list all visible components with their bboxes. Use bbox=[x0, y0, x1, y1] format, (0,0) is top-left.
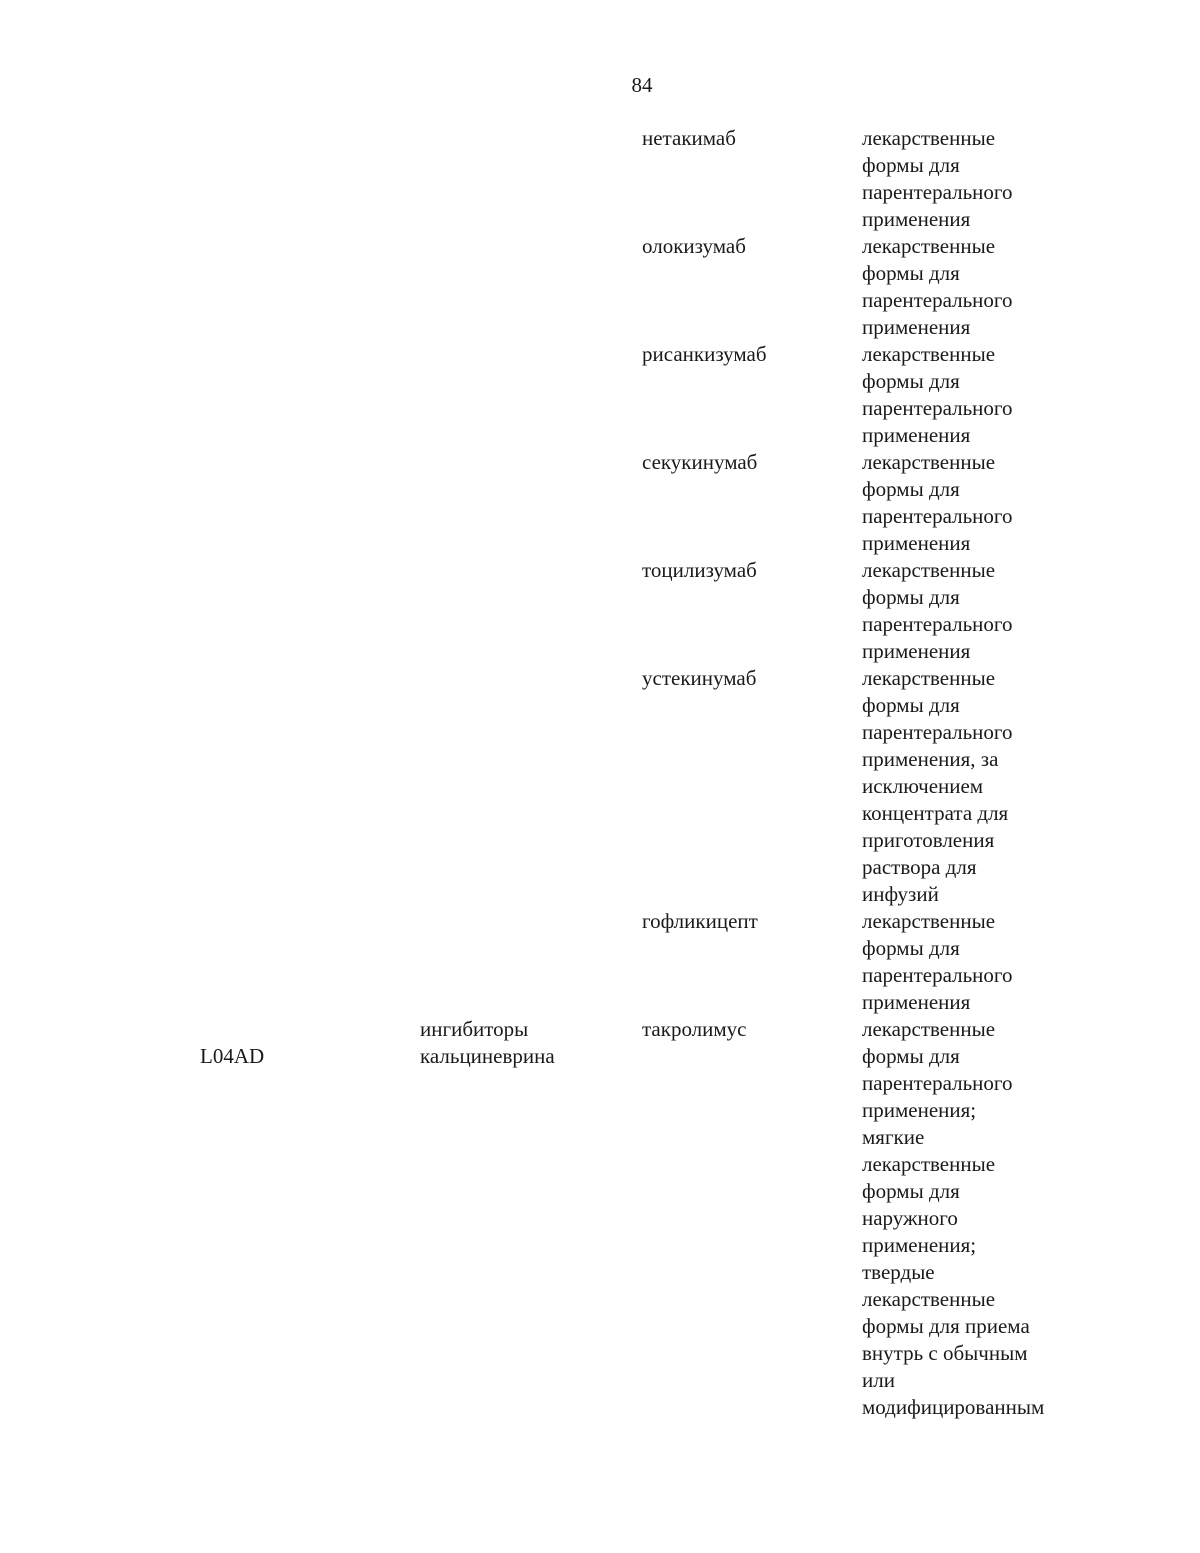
drug-group: ингибиторы кальциневрина bbox=[420, 1017, 555, 1068]
dosage-form: лекарственные формы для парентерального применения; мягкие лекарственные формы для наружного применения; твердые лекарственные формы для приема внутрь с обычным или модифицированным bbox=[862, 1017, 1045, 1419]
atc-code: L04AD bbox=[200, 1044, 265, 1068]
drug-table bbox=[0, 125, 1200, 1421]
drug-name: рисанкизумаб bbox=[642, 342, 767, 366]
table-row bbox=[0, 233, 1200, 341]
drug-name: устекинумаб bbox=[642, 666, 757, 690]
drug-name: олокизумаб bbox=[642, 234, 746, 258]
drug-name: гофликицепт bbox=[642, 909, 758, 933]
dosage-form: лекарственные формы для парентерального применения, за исключением концентрата для приготовления раствора для инфузий bbox=[862, 666, 1013, 906]
table-row bbox=[0, 1016, 1200, 1421]
drug-name: тоцилизумаб bbox=[642, 558, 757, 582]
dosage-form: лекарственные формы для парентерального применения bbox=[862, 126, 1013, 231]
dosage-form: лекарственные формы для парентерального применения bbox=[862, 450, 1013, 555]
table-row bbox=[0, 557, 1200, 665]
table-row bbox=[0, 908, 1200, 1016]
drug-name: такролимус bbox=[642, 1017, 747, 1041]
dosage-form: лекарственные формы для парентерального применения bbox=[862, 234, 1013, 339]
table-row bbox=[0, 449, 1200, 557]
dosage-form: лекарственные формы для парентерального применения bbox=[862, 342, 1013, 447]
dosage-form: лекарственные формы для парентерального применения bbox=[862, 558, 1013, 663]
dosage-form: лекарственные формы для парентерального применения bbox=[862, 909, 1013, 1014]
drug-name: секукинумаб bbox=[642, 450, 758, 474]
table-row bbox=[0, 341, 1200, 449]
drug-name: нетакимаб bbox=[642, 126, 736, 150]
table-row bbox=[0, 125, 1200, 233]
table-row bbox=[0, 665, 1200, 908]
page-number: 84 bbox=[631, 73, 653, 97]
